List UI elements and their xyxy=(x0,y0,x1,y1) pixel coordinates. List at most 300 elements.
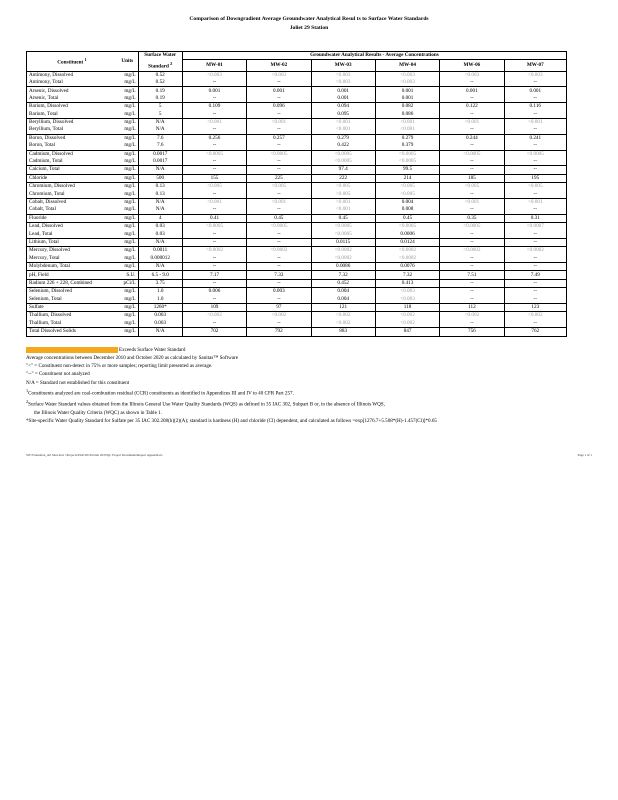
value-cell: 0.279 xyxy=(375,134,439,142)
value-cell: 0.116 xyxy=(504,103,566,111)
standard-cell: 0.003 xyxy=(138,320,182,328)
value-cell: 0.001 xyxy=(311,95,375,103)
report-subtitle: Joliet 29 Station xyxy=(289,25,329,31)
value-cell: 222 xyxy=(311,174,375,182)
standard-cell: N/A xyxy=(138,166,182,174)
table-row xyxy=(27,118,567,126)
units-cell: mg/L xyxy=(117,174,138,182)
value-cell: <0.0005 xyxy=(311,223,375,231)
table-row xyxy=(27,271,567,279)
table-row xyxy=(27,238,567,246)
value-cell: -- xyxy=(182,230,246,238)
value-cell: -- xyxy=(440,238,504,246)
value-cell: <0.001 xyxy=(247,198,311,206)
note-not-analyzed: "--" = Constituent not analyzed xyxy=(26,371,90,378)
header-standard-bottom: Standard $^2$ xyxy=(138,60,182,71)
value-cell: -- xyxy=(504,126,566,134)
value-cell: -- xyxy=(504,142,566,150)
value-cell: 0.004 xyxy=(311,288,375,296)
units-cell: mg/L xyxy=(117,296,138,304)
value-cell: -- xyxy=(504,191,566,199)
table-row xyxy=(27,279,567,287)
value-cell: <0.003 xyxy=(247,71,311,79)
value-cell: 0.001 xyxy=(182,87,246,95)
table-row xyxy=(27,134,567,142)
value-cell: 0.244 xyxy=(440,134,504,142)
header-well: MW-02 xyxy=(247,60,311,71)
value-cell: 0.0124 xyxy=(375,238,439,246)
constituent-name: Cadmium, Total xyxy=(27,158,117,166)
value-cell: -- xyxy=(440,288,504,296)
value-cell: <0.0007 xyxy=(504,223,566,231)
value-cell: 112 xyxy=(440,303,504,311)
table-row xyxy=(27,230,567,238)
standard-cell: N/A xyxy=(138,198,182,206)
value-cell: -- xyxy=(440,166,504,174)
value-cell: 155 xyxy=(182,174,246,182)
value-cell: <0.005 xyxy=(504,183,566,191)
value-cell: 0.257 xyxy=(247,134,311,142)
units-cell: S.U. xyxy=(117,271,138,279)
standard-cell: 5 xyxy=(138,111,182,119)
value-cell: -- xyxy=(247,158,311,166)
value-cell: <0.0002 xyxy=(247,247,311,255)
value-cell: <0.001 xyxy=(440,198,504,206)
value-cell: -- xyxy=(247,142,311,150)
constituent-name: Antimony, Dissolved xyxy=(27,71,117,79)
value-cell: 0.0076 xyxy=(375,263,439,271)
exceedance-swatch xyxy=(26,347,118,353)
units-cell: mg/L xyxy=(117,71,138,79)
value-cell: 118 xyxy=(375,303,439,311)
value-cell: -- xyxy=(247,320,311,328)
value-cell: -- xyxy=(504,320,566,328)
value-cell: <0.002 xyxy=(182,312,246,320)
value-cell: <0.003 xyxy=(375,71,439,79)
standard-cell: 0.13 xyxy=(138,183,182,191)
standard-cell: N/A xyxy=(138,263,182,271)
value-cell: -- xyxy=(182,320,246,328)
value-cell: -- xyxy=(182,142,246,150)
constituent-name: Mercury, Dissolved xyxy=(27,247,117,255)
value-cell: 7.51 xyxy=(440,271,504,279)
constituent-name: Sulfate xyxy=(27,303,117,311)
constituent-name: Calcium, Total xyxy=(27,166,117,174)
value-cell: -- xyxy=(247,111,311,119)
value-cell: <0.0002 xyxy=(311,247,375,255)
standard-cell: N/A xyxy=(138,328,182,336)
value-cell: <0.005 xyxy=(311,191,375,199)
units-cell: mg/L xyxy=(117,238,138,246)
footnote-2-cont: the Illinois Water Quality Criteria (WQC) as shown in Table 1. xyxy=(34,409,162,416)
value-cell: <0.001 xyxy=(182,118,246,126)
value-cell: <0.003 xyxy=(375,288,439,296)
standard-cell: 0.0017 xyxy=(138,158,182,166)
value-cell: -- xyxy=(504,158,566,166)
table-row xyxy=(27,111,567,119)
table-row xyxy=(27,247,567,255)
value-cell: 109 xyxy=(182,303,246,311)
value-cell: -- xyxy=(440,191,504,199)
value-cell: -- xyxy=(504,263,566,271)
standard-cell: 0.52 xyxy=(138,71,182,79)
constituent-name: Mercury, Total xyxy=(27,255,117,263)
header-standard-top: Surface Water xyxy=(138,52,182,60)
value-cell: 0.095 xyxy=(311,111,375,119)
value-cell: -- xyxy=(247,126,311,134)
table-row xyxy=(27,87,567,95)
standard-cell: 6.5 - 9.0 xyxy=(138,271,182,279)
value-cell: 123 xyxy=(504,303,566,311)
value-cell: 0.008 xyxy=(375,206,439,214)
footnote-1: $^1$Constituents analyzed are coal-combustion residual (CCR) constituents as identified in Appendices III and IV to 40 CFR Part 257. xyxy=(26,387,294,397)
value-cell: -- xyxy=(440,296,504,304)
value-cell: 0.004 xyxy=(311,296,375,304)
constituent-name: Thallium, Dissolved xyxy=(27,312,117,320)
value-cell: <0.001 xyxy=(247,118,311,126)
table-row xyxy=(27,255,567,263)
value-cell: <0.0005 xyxy=(375,223,439,231)
value-cell: -- xyxy=(440,111,504,119)
standard-cell: 0.19 xyxy=(138,87,182,95)
constituent-name: Cadmium, Dissolved xyxy=(27,150,117,158)
standard-cell: 0.13 xyxy=(138,191,182,199)
value-cell: 0.003 xyxy=(247,288,311,296)
value-cell: 195 xyxy=(504,174,566,182)
standard-cell: 4 xyxy=(138,214,182,222)
value-cell: 0.0086 xyxy=(311,263,375,271)
table-row xyxy=(27,303,567,311)
value-cell: 0.256 xyxy=(182,134,246,142)
constituent-name: Total Dissolved Solids xyxy=(27,328,117,336)
value-cell: <0.005 xyxy=(375,191,439,199)
value-cell: 0.094 xyxy=(311,103,375,111)
units-cell: mg/L xyxy=(117,103,138,111)
value-cell: <0.0005 xyxy=(440,223,504,231)
value-cell: 0.001 xyxy=(311,87,375,95)
value-cell: -- xyxy=(182,206,246,214)
value-cell: 97 xyxy=(247,303,311,311)
table-row xyxy=(27,166,567,174)
value-cell: -- xyxy=(182,126,246,134)
standard-cell: 500 xyxy=(138,174,182,182)
value-cell: 0.0115 xyxy=(311,238,375,246)
value-cell: <0.001 xyxy=(375,118,439,126)
value-cell: -- xyxy=(182,79,246,87)
header-well: MW-01 xyxy=(182,60,246,71)
value-cell: 0.006 xyxy=(182,288,246,296)
constituent-name: Cobalt, Total xyxy=(27,206,117,214)
header-well: MW-06 xyxy=(440,60,504,71)
constituent-name: Lead, Total xyxy=(27,230,117,238)
standard-cell: 3.75 xyxy=(138,279,182,287)
value-cell: <0.005 xyxy=(182,183,246,191)
units-cell: mg/L xyxy=(117,312,138,320)
standard-cell: 0.0017 xyxy=(138,150,182,158)
value-cell: 0.241 xyxy=(504,134,566,142)
value-cell: -- xyxy=(504,279,566,287)
table-row xyxy=(27,288,567,296)
table-row xyxy=(27,174,567,182)
header-units: Units xyxy=(117,52,138,72)
header-constituent: Constituent $^1$ xyxy=(27,52,117,72)
units-cell: mg/L xyxy=(117,87,138,95)
value-cell: 225 xyxy=(247,174,311,182)
value-cell: <0.0002 xyxy=(440,247,504,255)
value-cell: 121 xyxy=(311,303,375,311)
value-cell: <0.0005 xyxy=(247,150,311,158)
units-cell: mg/L xyxy=(117,214,138,222)
value-cell: -- xyxy=(504,230,566,238)
constituent-name: Barium, Total xyxy=(27,111,117,119)
value-cell: <0.003 xyxy=(311,71,375,79)
header-well: MW-03 xyxy=(311,60,375,71)
value-cell: 7.33 xyxy=(247,271,311,279)
value-cell: <0.003 xyxy=(311,79,375,87)
value-cell: <0.0005 xyxy=(311,158,375,166)
value-cell: 97.4 xyxy=(311,166,375,174)
units-cell: mg/L xyxy=(117,247,138,255)
footnote-sulfate: *Site-specific Water Quality Standard for Sulfate per 35 IAC 302.208(h)(2)(A); standard is hardness (H) and chloride (Cl) dependent, and calculated as follows =exp[1276.7+5.508*(H)-1.457(Cl)]*0.65 xyxy=(26,417,437,424)
legend xyxy=(26,346,586,354)
value-cell: -- xyxy=(440,279,504,287)
value-cell: 185 xyxy=(440,174,504,182)
footnotes xyxy=(26,346,586,425)
value-cell: <0.0002 xyxy=(375,247,439,255)
units-cell: mg/L xyxy=(117,191,138,199)
value-cell: <0.005 xyxy=(311,183,375,191)
value-cell: <0.005 xyxy=(247,183,311,191)
value-cell: -- xyxy=(504,95,566,103)
units-cell: mg/L xyxy=(117,79,138,87)
constituent-name: Boron, Total xyxy=(27,142,117,150)
value-cell: -- xyxy=(440,206,504,214)
value-cell: -- xyxy=(182,238,246,246)
value-cell: -- xyxy=(440,263,504,271)
value-cell: <0.003 xyxy=(375,79,439,87)
units-cell: pCi/L xyxy=(117,279,138,287)
units-cell: mg/L xyxy=(117,263,138,271)
value-cell: -- xyxy=(440,255,504,263)
value-cell: -- xyxy=(247,238,311,246)
value-cell: <0.0002 xyxy=(375,255,439,263)
value-cell: <0.003 xyxy=(504,71,566,79)
units-cell: mg/L xyxy=(117,206,138,214)
table-body xyxy=(27,71,567,336)
units-cell: mg/L xyxy=(117,142,138,150)
table-row xyxy=(27,296,567,304)
value-cell: 756 xyxy=(440,328,504,336)
report-title: Comparison of Downgradient Average Groundwater Analytical Resul ts to Surface Water Standards xyxy=(189,16,429,22)
note-na: N/A = Standard not established for this constituent xyxy=(26,379,130,386)
value-cell: <0.0005 xyxy=(504,150,566,158)
value-cell: 0.001 xyxy=(440,87,504,95)
value-cell: -- xyxy=(504,111,566,119)
value-cell: -- xyxy=(247,191,311,199)
standard-cell: 1260* xyxy=(138,303,182,311)
table-row xyxy=(27,328,567,336)
units-cell: mg/L xyxy=(117,166,138,174)
value-cell: -- xyxy=(440,142,504,150)
value-cell: 0.45 xyxy=(311,214,375,222)
value-cell: 0.31 xyxy=(504,214,566,222)
value-cell: -- xyxy=(504,166,566,174)
value-cell: <0.0002 xyxy=(182,247,246,255)
standard-cell: N/A xyxy=(138,118,182,126)
units-cell: mg/L xyxy=(117,303,138,311)
value-cell: -- xyxy=(504,79,566,87)
value-cell: -- xyxy=(247,166,311,174)
units-cell: mg/L xyxy=(117,198,138,206)
standard-cell: N/A xyxy=(138,206,182,214)
value-cell: 792 xyxy=(247,328,311,336)
constituent-name: Radium 226 + 228, Combined xyxy=(27,279,117,287)
value-cell: <0.001 xyxy=(375,126,439,134)
value-cell: -- xyxy=(247,206,311,214)
legend-label: Exceeds Surface Water Standard xyxy=(119,347,186,353)
header-well: MW-04 xyxy=(375,60,439,71)
value-cell: -- xyxy=(182,255,246,263)
value-cell: 0.001 xyxy=(504,87,566,95)
units-cell: mg/L xyxy=(117,223,138,231)
table-row xyxy=(27,206,567,214)
constituent-name: Lead, Dissolved xyxy=(27,223,117,231)
value-cell: -- xyxy=(182,158,246,166)
standard-cell: 0.003 xyxy=(138,312,182,320)
value-cell: <0.0005 xyxy=(375,150,439,158)
standard-cell: 0.000012 xyxy=(138,255,182,263)
units-cell: mg/L xyxy=(117,328,138,336)
value-cell: 214 xyxy=(375,174,439,182)
value-cell: <0.0005 xyxy=(375,158,439,166)
value-cell: -- xyxy=(504,206,566,214)
value-cell: <0.0005 xyxy=(440,150,504,158)
standard-cell: 5 xyxy=(138,103,182,111)
units-cell: mg/L xyxy=(117,95,138,103)
standard-cell: 0.03 xyxy=(138,223,182,231)
constituent-name: Chromium, Total xyxy=(27,191,117,199)
value-cell: 0.413 xyxy=(375,279,439,287)
value-cell: <0.003 xyxy=(440,71,504,79)
value-cell: -- xyxy=(504,255,566,263)
value-cell: 0.004 xyxy=(375,198,439,206)
units-cell: mg/L xyxy=(117,158,138,166)
value-cell: -- xyxy=(247,296,311,304)
value-cell: <0.001 xyxy=(504,118,566,126)
constituent-name: Thallium, Total xyxy=(27,320,117,328)
standard-cell: N/A xyxy=(138,126,182,134)
value-cell: -- xyxy=(247,279,311,287)
value-cell: -- xyxy=(247,230,311,238)
constituent-name: Selenium, Dissolved xyxy=(27,288,117,296)
constituent-name: Antimony, Total xyxy=(27,79,117,87)
value-cell: -- xyxy=(182,279,246,287)
constituent-name: Barium, Dissolved xyxy=(27,103,117,111)
value-cell: <0.001 xyxy=(311,126,375,134)
value-cell: 0.45 xyxy=(247,214,311,222)
value-cell: <0.002 xyxy=(311,312,375,320)
value-cell: -- xyxy=(182,95,246,103)
constituent-name: Beryllium, Dissolved xyxy=(27,118,117,126)
value-cell: 7.49 xyxy=(504,271,566,279)
value-cell: 0.109 xyxy=(182,103,246,111)
value-cell: -- xyxy=(182,263,246,271)
constituent-name: Boron, Dissolved xyxy=(27,134,117,142)
units-cell: mg/L xyxy=(117,183,138,191)
value-cell: -- xyxy=(440,158,504,166)
constituent-name: Beryllium, Total xyxy=(27,126,117,134)
value-cell: 99.5 xyxy=(375,166,439,174)
table-row xyxy=(27,71,567,79)
value-cell: <0.002 xyxy=(375,312,439,320)
value-cell: 0.279 xyxy=(311,134,375,142)
value-cell: -- xyxy=(247,95,311,103)
value-cell: 0.45 xyxy=(375,214,439,222)
value-cell: 0.001 xyxy=(375,87,439,95)
value-cell: -- xyxy=(440,126,504,134)
standard-cell: 7.6 xyxy=(138,134,182,142)
table-row xyxy=(27,312,567,320)
value-cell: <0.0005 xyxy=(247,223,311,231)
constituent-name: Selenium, Total xyxy=(27,296,117,304)
table-row xyxy=(27,95,567,103)
value-cell: -- xyxy=(504,238,566,246)
value-cell: 0.41 xyxy=(182,214,246,222)
value-cell: 0.35 xyxy=(440,214,504,222)
units-cell: mg/L xyxy=(117,230,138,238)
value-cell: 0.082 xyxy=(375,103,439,111)
table-row xyxy=(27,79,567,87)
units-cell: mg/L xyxy=(117,118,138,126)
constituent-name: Arsenic, Dissolved xyxy=(27,87,117,95)
value-cell: <0.001 xyxy=(311,198,375,206)
constituent-name: Lithium, Total xyxy=(27,238,117,246)
table-row xyxy=(27,263,567,271)
value-cell: 0.001 xyxy=(375,95,439,103)
note-nondetect: "<" = Constituent non-detect in 75% or more samples; reporting limit presented as average. xyxy=(26,363,213,370)
units-cell: mg/L xyxy=(117,150,138,158)
value-cell: <0.002 xyxy=(247,312,311,320)
value-cell: -- xyxy=(440,320,504,328)
value-cell: 702 xyxy=(182,328,246,336)
value-cell: <0.0005 xyxy=(182,150,246,158)
value-cell: -- xyxy=(440,79,504,87)
value-cell: 762 xyxy=(504,328,566,336)
table-row xyxy=(27,158,567,166)
units-cell: mg/L xyxy=(117,134,138,142)
value-cell: 7.17 xyxy=(182,271,246,279)
footer-file-path: SW Evaluation_All Sites.xlsx \\Projects\EGE\2019\Joliet 29\WQC Project Documents\Report Appendices\ xyxy=(26,453,163,457)
table-row xyxy=(27,126,567,134)
value-cell: <0.002 xyxy=(311,320,375,328)
header-well: MW-07 xyxy=(504,60,566,71)
note-average: Average concentrations between December 2010 and October 2020 as calculated by Sanitas™ Software xyxy=(26,355,238,361)
value-cell: <0.001 xyxy=(311,118,375,126)
value-cell: <0.003 xyxy=(182,71,246,79)
value-cell: -- xyxy=(247,79,311,87)
table-row xyxy=(27,191,567,199)
table-row xyxy=(27,183,567,191)
value-cell: <0.0002 xyxy=(504,247,566,255)
results-table xyxy=(26,51,567,337)
value-cell: -- xyxy=(247,255,311,263)
value-cell: -- xyxy=(182,296,246,304)
value-cell: <0.0005 xyxy=(182,223,246,231)
value-cell: <0.001 xyxy=(440,118,504,126)
value-cell: 0.0006 xyxy=(375,230,439,238)
constituent-name: Arsenic, Total xyxy=(27,95,117,103)
standard-cell: 7.6 xyxy=(138,142,182,150)
